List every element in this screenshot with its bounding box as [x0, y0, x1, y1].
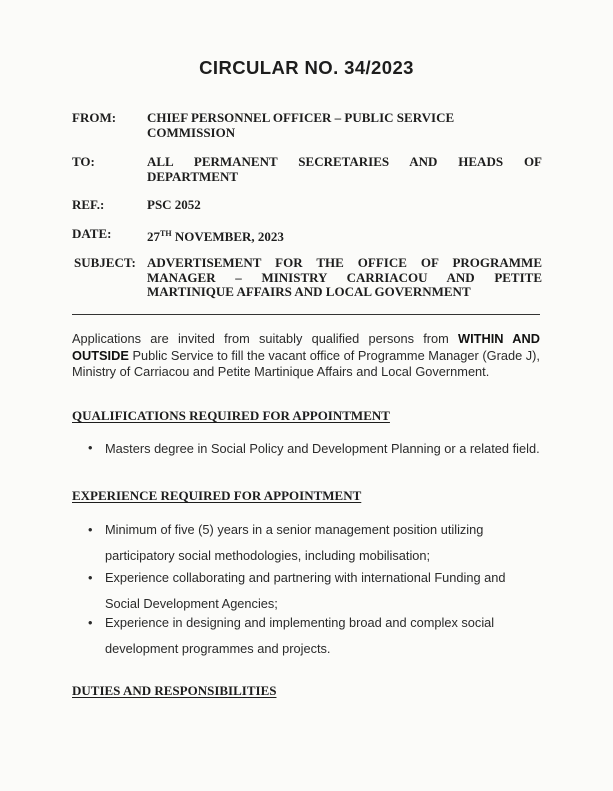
date-value: [147, 227, 542, 245]
bullet-icon: •: [88, 570, 93, 585]
experience-heading: EXPERIENCE REQUIRED FOR APPOINTMENT: [72, 488, 362, 503]
ref-label: REF.:: [72, 197, 105, 212]
experience-text: Experience in designing and implementing broad and complex social development programmes and projects.: [105, 615, 495, 656]
to-value-line: DEPARTMENT: [147, 168, 239, 184]
header-divider: [72, 314, 540, 315]
intro-paragraph: [72, 331, 540, 381]
date-month-year: NOVEMBER, 2023: [171, 229, 284, 244]
bullet-icon: •: [88, 522, 93, 537]
experience-text: Minimum of five (5) years in a senior management position utilizing participatory social methodologies, including mobilisation;: [105, 522, 484, 563]
intro-text: Applications are invited from suitably qualified persons from: [72, 331, 459, 346]
subject-value: [147, 256, 542, 300]
date-day: 27: [147, 229, 160, 244]
circular-title: CIRCULAR NO. 34/2023: [199, 57, 414, 78]
duties-heading: DUTIES AND RESPONSIBILITIES: [72, 683, 277, 698]
ref-value: PSC 2052: [147, 197, 201, 212]
to-value-line: ALL PERMANENT SECRETARIES AND HEADS OF: [147, 154, 542, 169]
subject-label: SUBJECT:: [74, 255, 136, 270]
qualifications-heading: QUALIFICATIONS REQUIRED FOR APPOINTMENT: [72, 408, 390, 423]
subject-line: MANAGER – MINISTRY CARRIACOU AND PETITE: [147, 269, 542, 285]
subject-line: MARTINIQUE AFFAIRS AND LOCAL GOVERNMENT: [147, 284, 471, 299]
from-label: FROM:: [72, 110, 117, 125]
bullet-icon: •: [88, 615, 93, 630]
to-label: TO:: [72, 154, 95, 169]
qualification-text: Masters degree in Social Policy and Development Planning or a related field.: [105, 441, 540, 456]
intro-emphasis: WITHIN AND OUTSIDE: [72, 331, 540, 363]
bullet-icon: •: [88, 440, 93, 455]
date-suffix: TH: [160, 229, 172, 238]
experience-text: Experience collaborating and partnering with international Funding and Social Development Agencies;: [105, 570, 506, 611]
to-value: [147, 155, 542, 184]
from-value: CHIEF PERSONNEL OFFICER – PUBLIC SERVICE COMMISSION: [147, 110, 455, 140]
date-label: DATE:: [72, 226, 112, 241]
subject-line: ADVERTISEMENT FOR THE OFFICE OF PROGRAMME: [147, 255, 542, 270]
intro-text: Public Service to fill the vacant office of Programme Manager (Grade J), Ministry of Carriacou and Petite Martinique Affairs and Local Government.: [72, 347, 540, 379]
